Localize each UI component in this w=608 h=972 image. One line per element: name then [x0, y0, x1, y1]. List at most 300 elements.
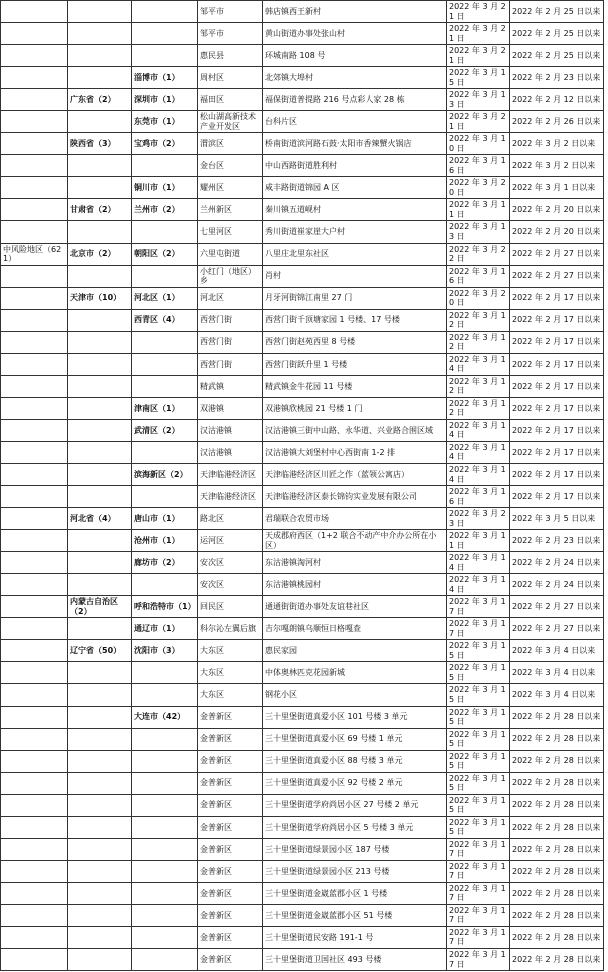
table-row — [1, 463, 604, 485]
date-cell: 2022 年 3 月 17 日 — [447, 860, 510, 882]
city-cell — [132, 353, 198, 375]
province-cell — [68, 618, 132, 640]
district-cell: 安次区 — [198, 574, 263, 596]
risk-level-cell — [1, 750, 68, 772]
date-cell: 2022 年 3 月 12 日 — [447, 331, 510, 353]
city-cell: 朝阳区（2） — [132, 243, 198, 265]
city-cell — [132, 860, 198, 882]
province-cell — [68, 772, 132, 794]
table-row — [1, 508, 604, 530]
location-cell: 黄山街道办事处张山村 — [263, 23, 447, 45]
location-cell: 西营门街千顶塘家园 1 号楼、17 号楼 — [263, 309, 447, 331]
risk-level-cell — [1, 331, 68, 353]
location-cell: 三十里堡街道学府尚居小区 27 号楼 2 单元 — [263, 794, 447, 816]
period-cell: 2022 年 2 月 28 日以来 — [510, 750, 604, 772]
risk-level-cell — [1, 441, 68, 463]
city-cell — [132, 684, 198, 706]
district-cell: 小红门（地区）乡 — [198, 265, 263, 287]
risk-level-cell — [1, 67, 68, 89]
city-cell: 沈阳市（3） — [132, 640, 198, 662]
province-cell: 内蒙古自治区（2） — [68, 596, 132, 618]
table-row — [1, 794, 604, 816]
city-cell — [132, 331, 198, 353]
province-cell — [68, 816, 132, 838]
risk-level-cell — [1, 882, 68, 904]
table-row — [1, 640, 604, 662]
table-row — [1, 419, 604, 441]
location-cell: 双港镇欣桃园 21 号楼 1 门 — [263, 397, 447, 419]
location-cell: 钢花小区 — [263, 684, 447, 706]
risk-level-cell — [1, 199, 68, 221]
location-cell: 天津临港经济区川匠之作（蓝领公寓店） — [263, 463, 447, 485]
period-cell: 2022 年 3 月 2 日以来 — [510, 133, 604, 155]
period-cell: 2022 年 3 月 4 日以来 — [510, 684, 604, 706]
province-cell — [68, 530, 132, 552]
district-cell: 邹平市 — [198, 1, 263, 23]
table-row — [1, 45, 604, 67]
table-row — [1, 662, 604, 684]
district-cell: 金普新区 — [198, 860, 263, 882]
period-cell: 2022 年 2 月 28 日以来 — [510, 860, 604, 882]
district-cell: 耀州区 — [198, 177, 263, 199]
period-cell: 2022 年 2 月 25 日以来 — [510, 23, 604, 45]
city-cell — [132, 949, 198, 971]
district-cell: 大东区 — [198, 662, 263, 684]
province-cell — [68, 23, 132, 45]
table-row — [1, 199, 604, 221]
province-cell — [68, 375, 132, 397]
risk-level-cell — [1, 111, 68, 133]
table-row — [1, 177, 604, 199]
location-cell: 吉尔嘎朗镇乌顺恒日格嘎查 — [263, 618, 447, 640]
table-row — [1, 243, 604, 265]
date-cell: 2022 年 3 月 17 日 — [447, 926, 510, 948]
city-cell — [132, 155, 198, 177]
risk-level-cell — [1, 662, 68, 684]
risk-level-cell — [1, 618, 68, 640]
date-cell: 2022 年 3 月 17 日 — [447, 882, 510, 904]
location-cell: 精武镇金牛花园 11 号楼 — [263, 375, 447, 397]
table-row — [1, 530, 604, 552]
risk-level-cell — [1, 133, 68, 155]
district-cell: 天津临港经济区 — [198, 463, 263, 485]
risk-level-cell — [1, 574, 68, 596]
location-cell: 三十里堡街道真爱小区 69 号楼 1 单元 — [263, 728, 447, 750]
district-cell: 精武镇 — [198, 375, 263, 397]
table-row — [1, 838, 604, 860]
date-cell: 2022 年 3 月 23 日 — [447, 508, 510, 530]
city-cell — [132, 904, 198, 926]
risk-level-cell — [1, 375, 68, 397]
city-cell: 河北区（1） — [132, 287, 198, 309]
city-cell: 津南区（1） — [132, 397, 198, 419]
location-cell: 三十里堡街道真爱小区 92 号楼 2 单元 — [263, 772, 447, 794]
location-cell: 西营门街赵苑西里 8 号楼 — [263, 331, 447, 353]
district-cell: 科尔沁左翼后旗 — [198, 618, 263, 640]
district-cell: 松山湖高新技术产业开发区 — [198, 111, 263, 133]
province-cell — [68, 552, 132, 574]
location-cell: 秀川街道崔家崖大户村 — [263, 221, 447, 243]
table-row — [1, 904, 604, 926]
period-cell: 2022 年 2 月 28 日以来 — [510, 772, 604, 794]
location-cell: 月牙河街锦江南里 27 门 — [263, 287, 447, 309]
province-cell: 辽宁省（50） — [68, 640, 132, 662]
city-cell — [132, 486, 198, 508]
table-row — [1, 926, 604, 948]
location-cell: 三十里堡街道卫国社区 493 号楼 — [263, 949, 447, 971]
risk-level-cell — [1, 794, 68, 816]
period-cell: 2022 年 2 月 28 日以来 — [510, 838, 604, 860]
city-cell: 廊坊市（2） — [132, 552, 198, 574]
location-cell: 咸丰路街道锦园 A 区 — [263, 177, 447, 199]
location-cell: 台科片区 — [263, 111, 447, 133]
period-cell: 2022 年 2 月 24 日以来 — [510, 574, 604, 596]
date-cell: 2022 年 3 月 11 日 — [447, 530, 510, 552]
location-cell: 三十里堡街道学府尚居小区 5 号楼 3 单元 — [263, 816, 447, 838]
city-cell: 武清区（2） — [132, 419, 198, 441]
table-row — [1, 331, 604, 353]
risk-level-cell — [1, 552, 68, 574]
city-cell: 东莞市（1） — [132, 111, 198, 133]
period-cell: 2022 年 3 月 4 日以来 — [510, 662, 604, 684]
district-cell: 金普新区 — [198, 949, 263, 971]
district-cell: 金普新区 — [198, 926, 263, 948]
date-cell: 2022 年 3 月 14 日 — [447, 441, 510, 463]
period-cell: 2022 年 2 月 17 日以来 — [510, 309, 604, 331]
date-cell: 2022 年 3 月 20 日 — [447, 177, 510, 199]
period-cell: 2022 年 3 月 5 日以来 — [510, 508, 604, 530]
city-cell: 沧州市（1） — [132, 530, 198, 552]
date-cell: 2022 年 3 月 15 日 — [447, 684, 510, 706]
table-row — [1, 111, 604, 133]
location-cell: 通通街街道办事处友谊巷社区 — [263, 596, 447, 618]
date-cell: 2022 年 3 月 12 日 — [447, 375, 510, 397]
period-cell: 2022 年 2 月 28 日以来 — [510, 728, 604, 750]
city-cell — [132, 838, 198, 860]
location-cell: 八里庄北里东社区 — [263, 243, 447, 265]
city-cell — [132, 750, 198, 772]
city-cell: 兰州市（2） — [132, 199, 198, 221]
table-row — [1, 265, 604, 287]
district-cell: 邹平市 — [198, 23, 263, 45]
province-cell: 河北省（4） — [68, 508, 132, 530]
date-cell: 2022 年 3 月 20 日 — [447, 287, 510, 309]
location-cell: 惠民家园 — [263, 640, 447, 662]
location-cell: 天津临港经济区泰长锦钧实业发展有限公司 — [263, 486, 447, 508]
province-cell — [68, 860, 132, 882]
city-cell: 淄博市（1） — [132, 67, 198, 89]
period-cell: 2022 年 2 月 28 日以来 — [510, 794, 604, 816]
period-cell: 2022 年 2 月 20 日以来 — [510, 221, 604, 243]
period-cell: 2022 年 2 月 17 日以来 — [510, 331, 604, 353]
risk-level-cell — [1, 838, 68, 860]
date-cell: 2022 年 3 月 21 日 — [447, 45, 510, 67]
date-cell: 2022 年 3 月 14 日 — [447, 552, 510, 574]
city-cell — [132, 882, 198, 904]
city-cell — [132, 1, 198, 23]
period-cell: 2022 年 2 月 17 日以来 — [510, 419, 604, 441]
district-cell: 天津临港经济区 — [198, 486, 263, 508]
location-cell: 西营门街跃升里 1 号楼 — [263, 353, 447, 375]
table-row — [1, 552, 604, 574]
province-cell — [68, 45, 132, 67]
risk-level-cell — [1, 419, 68, 441]
district-cell: 西营门街 — [198, 309, 263, 331]
risk-level-cell — [1, 949, 68, 971]
risk-level-cell — [1, 486, 68, 508]
risk-level-cell — [1, 221, 68, 243]
table-row — [1, 816, 604, 838]
location-cell: 福保街道普提路 216 号点彩人家 28 栋 — [263, 89, 447, 111]
date-cell: 2022 年 3 月 14 日 — [447, 353, 510, 375]
risk-level-cell — [1, 155, 68, 177]
period-cell: 2022 年 2 月 27 日以来 — [510, 265, 604, 287]
district-cell: 西营门街 — [198, 353, 263, 375]
province-cell — [68, 331, 132, 353]
province-cell — [68, 177, 132, 199]
risk-level-cell — [1, 640, 68, 662]
period-cell: 2022 年 2 月 23 日以来 — [510, 67, 604, 89]
period-cell: 2022 年 3 月 1 日以来 — [510, 177, 604, 199]
table-row — [1, 441, 604, 463]
location-cell: 汉沽港镇大刘堡村中心西街南 1-2 排 — [263, 441, 447, 463]
province-cell — [68, 1, 132, 23]
risk-level-cell — [1, 816, 68, 838]
period-cell: 2022 年 2 月 17 日以来 — [510, 287, 604, 309]
city-cell — [132, 441, 198, 463]
table-row — [1, 772, 604, 794]
date-cell: 2022 年 3 月 21 日 — [447, 23, 510, 45]
date-cell: 2022 年 3 月 15 日 — [447, 772, 510, 794]
district-cell: 路北区 — [198, 508, 263, 530]
date-cell: 2022 年 3 月 16 日 — [447, 155, 510, 177]
province-cell — [68, 926, 132, 948]
date-cell: 2022 年 3 月 14 日 — [447, 574, 510, 596]
period-cell: 2022 年 3 月 2 日以来 — [510, 155, 604, 177]
city-cell: 通辽市（1） — [132, 618, 198, 640]
city-cell — [132, 794, 198, 816]
district-cell: 周村区 — [198, 67, 263, 89]
province-cell — [68, 309, 132, 331]
table-row — [1, 221, 604, 243]
district-cell: 金普新区 — [198, 750, 263, 772]
city-cell: 大连市（42） — [132, 706, 198, 728]
risk-level-cell — [1, 860, 68, 882]
period-cell: 2022 年 2 月 17 日以来 — [510, 486, 604, 508]
city-cell — [132, 772, 198, 794]
risk-level-cell — [1, 353, 68, 375]
table-row — [1, 706, 604, 728]
risk-level-cell: 中风险地区（621） — [1, 243, 68, 265]
district-cell: 金普新区 — [198, 794, 263, 816]
province-cell — [68, 728, 132, 750]
city-cell: 呼和浩特市（1） — [132, 596, 198, 618]
location-cell: 三十里堡街道金崴蓝郡小区 51 号楼 — [263, 904, 447, 926]
province-cell — [68, 949, 132, 971]
risk-level-cell — [1, 265, 68, 287]
table-row — [1, 574, 604, 596]
table-row — [1, 618, 604, 640]
date-cell: 2022 年 3 月 21 日 — [447, 111, 510, 133]
location-cell: 君瑞联合农贸市场 — [263, 508, 447, 530]
table-row — [1, 684, 604, 706]
table-row — [1, 287, 604, 309]
district-cell: 金普新区 — [198, 904, 263, 926]
date-cell: 2022 年 3 月 16 日 — [447, 486, 510, 508]
date-cell: 2022 年 3 月 10 日 — [447, 133, 510, 155]
district-cell: 金普新区 — [198, 706, 263, 728]
province-cell: 陕西省（3） — [68, 133, 132, 155]
location-cell: 三十里堡街道绿景园小区 187 号楼 — [263, 838, 447, 860]
period-cell: 2022 年 2 月 27 日以来 — [510, 596, 604, 618]
city-cell — [132, 662, 198, 684]
date-cell: 2022 年 3 月 12 日 — [447, 309, 510, 331]
date-cell: 2022 年 3 月 12 日 — [447, 397, 510, 419]
district-cell: 运河区 — [198, 530, 263, 552]
date-cell: 2022 年 3 月 17 日 — [447, 596, 510, 618]
city-cell — [132, 375, 198, 397]
table-row — [1, 486, 604, 508]
city-cell: 深圳市（1） — [132, 89, 198, 111]
location-cell: 韩店镇西王新村 — [263, 1, 447, 23]
period-cell: 2022 年 2 月 20 日以来 — [510, 199, 604, 221]
date-cell: 2022 年 3 月 14 日 — [447, 463, 510, 485]
date-cell: 2022 年 3 月 17 日 — [447, 949, 510, 971]
district-cell: 金普新区 — [198, 728, 263, 750]
date-cell: 2022 年 3 月 15 日 — [447, 662, 510, 684]
period-cell: 2022 年 2 月 27 日以来 — [510, 243, 604, 265]
date-cell: 2022 年 3 月 17 日 — [447, 904, 510, 926]
province-cell — [68, 221, 132, 243]
city-cell: 唐山市（1） — [132, 508, 198, 530]
risk-level-cell — [1, 23, 68, 45]
city-cell — [132, 574, 198, 596]
date-cell: 2022 年 3 月 17 日 — [447, 838, 510, 860]
table-row — [1, 309, 604, 331]
period-cell: 2022 年 2 月 28 日以来 — [510, 882, 604, 904]
province-cell — [68, 486, 132, 508]
district-cell: 汉沽港镇 — [198, 441, 263, 463]
location-cell: 三十里堡街道民安路 191-1 号 — [263, 926, 447, 948]
province-cell — [68, 684, 132, 706]
date-cell: 2022 年 3 月 15 日 — [447, 67, 510, 89]
risk-level-cell — [1, 1, 68, 23]
location-cell: 三十里堡街道真爱小区 101 号楼 3 单元 — [263, 706, 447, 728]
date-cell: 2022 年 3 月 15 日 — [447, 706, 510, 728]
period-cell: 2022 年 2 月 28 日以来 — [510, 949, 604, 971]
district-cell: 西营门街 — [198, 331, 263, 353]
table-row — [1, 860, 604, 882]
city-cell: 铜川市（1） — [132, 177, 198, 199]
location-cell: 中山西路街道胜利村 — [263, 155, 447, 177]
district-cell: 回民区 — [198, 596, 263, 618]
district-cell: 大东区 — [198, 684, 263, 706]
province-cell: 天津市（10） — [68, 287, 132, 309]
period-cell: 2022 年 2 月 28 日以来 — [510, 816, 604, 838]
city-cell: 滨海新区（2） — [132, 463, 198, 485]
date-cell: 2022 年 3 月 16 日 — [447, 265, 510, 287]
province-cell — [68, 419, 132, 441]
risk-level-cell — [1, 684, 68, 706]
risk-level-cell — [1, 177, 68, 199]
period-cell: 2022 年 2 月 27 日以来 — [510, 618, 604, 640]
location-cell: 三十里堡街道真爱小区 88 号楼 3 单元 — [263, 750, 447, 772]
table-row — [1, 23, 604, 45]
location-cell: 东沽港镇桃园村 — [263, 574, 447, 596]
location-cell: 中体奥林匹克花园新城 — [263, 662, 447, 684]
province-cell — [68, 67, 132, 89]
location-cell: 天成郡府西区（1+2 联合不动产中介办公所在小区） — [263, 530, 447, 552]
period-cell: 2022 年 2 月 28 日以来 — [510, 926, 604, 948]
period-cell: 2022 年 2 月 25 日以来 — [510, 45, 604, 67]
date-cell: 2022 年 3 月 13 日 — [447, 89, 510, 111]
city-cell — [132, 221, 198, 243]
city-cell — [132, 926, 198, 948]
table-row — [1, 750, 604, 772]
table-row — [1, 375, 604, 397]
district-cell: 金普新区 — [198, 816, 263, 838]
table-row — [1, 596, 604, 618]
date-cell: 2022 年 3 月 22 日 — [447, 243, 510, 265]
location-cell: 三十里堡街道金崴蓝郡小区 1 号楼 — [263, 882, 447, 904]
date-cell: 2022 年 3 月 15 日 — [447, 794, 510, 816]
risk-level-cell — [1, 463, 68, 485]
location-cell: 汉沽港镇三街中山路、永华道、兴业路合围区域 — [263, 419, 447, 441]
province-cell — [68, 838, 132, 860]
table-row — [1, 133, 604, 155]
province-cell — [68, 111, 132, 133]
location-cell: 环城南路 108 号 — [263, 45, 447, 67]
province-cell — [68, 265, 132, 287]
table-row — [1, 67, 604, 89]
province-cell — [68, 441, 132, 463]
period-cell: 2022 年 2 月 17 日以来 — [510, 375, 604, 397]
province-cell — [68, 397, 132, 419]
date-cell: 2022 年 3 月 14 日 — [447, 419, 510, 441]
province-cell — [68, 662, 132, 684]
district-cell: 兰州新区 — [198, 199, 263, 221]
district-cell: 七里河区 — [198, 221, 263, 243]
location-cell: 秦川镇五道岘村 — [263, 199, 447, 221]
date-cell: 2022 年 3 月 11 日 — [447, 199, 510, 221]
risk-level-cell — [1, 287, 68, 309]
period-cell: 2022 年 2 月 23 日以来 — [510, 530, 604, 552]
district-cell: 大东区 — [198, 640, 263, 662]
district-cell: 汉沽港镇 — [198, 419, 263, 441]
date-cell: 2022 年 3 月 15 日 — [447, 640, 510, 662]
table-row — [1, 397, 604, 419]
date-cell: 2022 年 3 月 15 日 — [447, 728, 510, 750]
district-cell: 双港镇 — [198, 397, 263, 419]
date-cell: 2022 年 3 月 15 日 — [447, 816, 510, 838]
province-cell — [68, 574, 132, 596]
province-cell — [68, 794, 132, 816]
district-cell: 金普新区 — [198, 772, 263, 794]
risk-level-cell — [1, 309, 68, 331]
district-cell: 金普新区 — [198, 838, 263, 860]
table-row — [1, 1, 604, 23]
location-cell: 桥南街道滨河路石鼓·太阳市香辣蟹火锅店 — [263, 133, 447, 155]
district-cell: 渭滨区 — [198, 133, 263, 155]
period-cell: 2022 年 2 月 28 日以来 — [510, 904, 604, 926]
risk-level-cell — [1, 596, 68, 618]
province-cell — [68, 706, 132, 728]
district-cell: 六里屯街道 — [198, 243, 263, 265]
province-cell: 广东省（2） — [68, 89, 132, 111]
province-cell — [68, 353, 132, 375]
district-cell: 福田区 — [198, 89, 263, 111]
table-row — [1, 949, 604, 971]
